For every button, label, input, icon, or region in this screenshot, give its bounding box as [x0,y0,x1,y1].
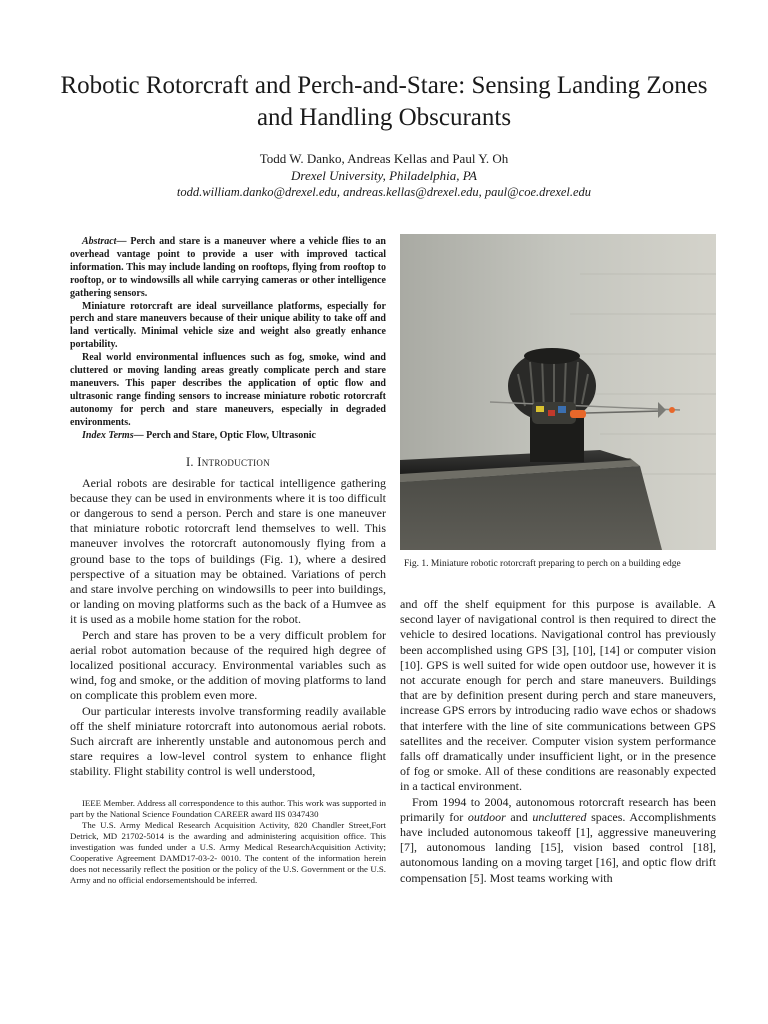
right-column [400,234,716,886]
tail-light [669,407,675,413]
left-column [70,236,386,780]
helicopter-nose [570,410,586,418]
right-column-body [400,597,716,886]
abstract-paragraph-2: Miniature rotorcraft are ideal surveillance platforms, especially for perch and stare maneuvers because of their unique ability to take off and land vertically. Minimal vehicle size and weight also greatly enhance portability. [70,300,386,351]
abstract [70,236,386,443]
section-heading-introduction: I. Introduction [185,454,271,469]
right-paragraph-2 [400,795,716,886]
index-terms-lead: Index Terms [82,429,134,441]
figure-1-photo [400,234,716,550]
right-paragraph-1: and off the shelf equipment for this purpose is available. A second layer of navigational control is then required to direct the vehicle to desired locations. Navigational control has previously been accomplished using GPS [3], [10], [14] or computer vision [10]. GPS is well suited for wide open outdoor use, however it is not accurate enough for perch and stare maneuvers. Buildings that are by definition present during perch and stare maneuvers, increase GPS errors by introducing radio wave echos or shadows that interfere with the line of site communications between GPS satellites and the receiver. Computer vision system performance falls off dramatically under insufficient light, or in the presence of fog or smoke. All of these conditions are reasonably expected in a tactical environment. [400,597,716,794]
index-terms [70,430,386,443]
footnote-1: IEEE Member. Address all correspondence to this author. This work was supported in part by the National Science Foundation CAREER award IIS 0347430 [70,798,386,819]
author-list: Todd W. Danko, Andreas Kellas and Paul Y. Oh [259,151,509,166]
author-emails: todd.william.danko@drexel.edu, andreas.kellas@drexel.edu, paul@coe.drexel.edu [176,185,592,199]
footnotes [70,798,386,886]
affiliation: Drexel University, Philadelphia, PA [291,168,477,183]
right-paragraph-2-start: From 1994 to 2004, autonomous rotorcraft research has been primarily for [400,794,716,824]
intro-paragraph-3: Our particular interests involve transforming readily available off the shelf miniature rotorcraft into autonomous aerial robots. Such aircraft are inherently unstable and autonomous perch and stare requires a low-level control system to enhance flight stability. Flight stability control is well understood, [70,703,386,779]
abstract-paragraph-3: Real world environmental influences such as fog, smoke, wind and cluttered or moving landing areas greatly complicate perch and stare maneuvers. This paper describes the application of optic flow and ultrasonic range finding sensors to increase miniature robotic rotorcraft autonomy for perch and stare maneuvers, especially in degraded environments. [70,352,386,428]
intro-paragraph-2: Perch and stare has proven to be a very difficult problem for aerial robot automation because of the required high degree of localized positional accuracy. Environmental variables such as wind, fog and smoke, or the addition of moving platforms to land on complicate this problem even more. [70,627,386,703]
abstract-text-1: — Perch and stare is a maneuver where a vehicle flies to an overhead vantage point to provide a user with improved tactical information. This may include landing on rooftops, flying from rooftop to rooftop, or to windowsills all while carrying cameras or other intelligence gathering sensors. [70,236,386,299]
right-paragraph-2-rest: spaces. Accomplishments have included autonomous takeoff [1], aggressive maneuvering [7], autonomous landing [15], vision based control [18], autonomous landing on a moving target [16], and optic flow drift compensation [5]. Most teams working with [400,809,716,885]
helicopter-part-blue [558,406,566,413]
paper-title: Robotic Rotorcraft and Perch-and-Stare: Sensing Landing Zones and Handling Obscurants [60,72,708,131]
introduction-body [70,476,386,780]
footnote-2: The U.S. Army Medical Research Acquisition Activity, 820 Chandler Street,Fort Detrick, MD 21702-5014 is the awarding and administering acquisition office. This investigation was funded under a U.S. Army Medical ResearchAcquisition Activity; Cooperative Agreement DAMD17-03-2- 0010. The content of the information herein does not necessarily reflect the position or the policy of the U.S. Government or the U.S. Army and no official endorsementshould be inferred. [70,820,386,885]
helicopter-part-red [548,410,555,416]
helicopter-part-yellow [536,406,544,412]
intro-paragraph-1: Aerial robots are desirable for tactical intelligence gathering because they can be used in environments where it is too difficult or dangerous to send a person. Perch and stare is one maneuver that miniature robotic rotorcraft lend themselves to well. This maneuver involves the rotorcraft autonomously flying from a ground base to the tops of buildings (Fig. 1), where a desired perspective of a situation may be obtained. Variations of perch and stare involve perching on windowsills to peer into buildings, or landing on moving platforms such as the back of a Humvee as it is used as a mobile home station for the robot. [70,475,386,627]
turbine-cap [524,348,580,364]
rotorcraft-photo [400,234,716,550]
index-terms-text: — Perch and Stare, Optic Flow, Ultrasonic [133,429,316,441]
right-paragraph-2-and: and [505,809,533,824]
abstract-paragraph-1 [70,236,386,301]
emphasis-outdoor: outdoor [467,809,506,824]
figure-1-caption: Fig. 1. Miniature robotic rotorcraft preparing to perch on a building edge [404,559,681,569]
abstract-lead: Abstract [82,236,117,247]
emphasis-uncluttered: uncluttered [532,809,587,824]
